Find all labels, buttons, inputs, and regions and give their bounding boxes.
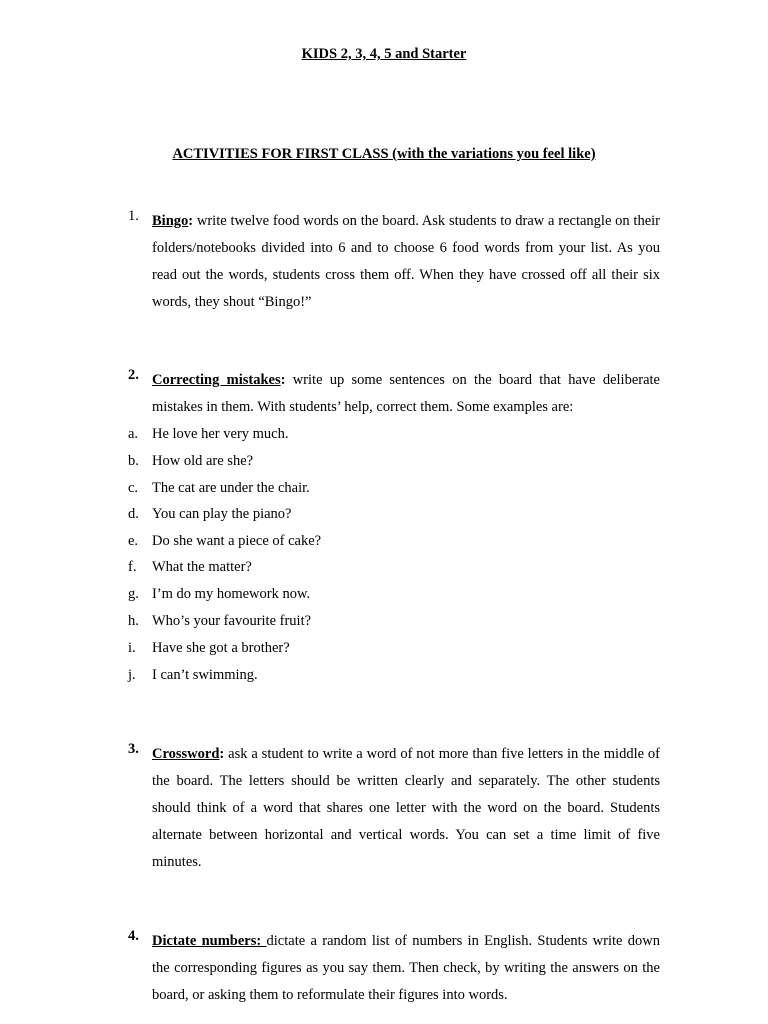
example-text: The cat are under the chair.: [152, 480, 310, 496]
example-item: [128, 635, 660, 662]
activity-number: 1.: [128, 208, 139, 224]
example-item: [128, 475, 660, 502]
activity-text: dictate a random list of numbers in English. Students write down the corresponding figures as you say them. Then check, by writing the answers on the board, or asking them to reformulate their figures into words.: [152, 933, 660, 1003]
activity-colon: :: [188, 213, 194, 229]
activity-text: write twelve food words on the board. Ask students to draw a rectangle on their folders/notebooks divided into 6 and to choose 6 food words from your list. As you read out the words, students cross them off. When they have crossed off all their six words, they shout “Bingo!”: [152, 213, 660, 310]
example-item: [128, 448, 660, 475]
activity-item-crossword: [128, 741, 660, 876]
example-letter: i.: [128, 640, 136, 656]
example-item: [128, 608, 660, 635]
activity-colon: :: [280, 372, 286, 388]
activity-term: Correcting mistakes: [152, 372, 281, 388]
activity-item-correcting-mistakes: [128, 367, 660, 421]
document-subtitle: ACTIVITIES FOR FIRST CLASS (with the variations you feel like): [172, 146, 596, 162]
activity-number: 4.: [128, 928, 139, 944]
example-letter: j.: [128, 667, 136, 683]
example-item: [128, 421, 660, 448]
example-text: He love her very much.: [152, 426, 289, 442]
activity-item-dictate-numbers: [128, 928, 660, 1009]
example-letter: g.: [128, 586, 139, 602]
example-letter: e.: [128, 533, 139, 549]
activity-item-bingo: [128, 208, 660, 316]
activity-body: [152, 208, 660, 316]
document-title: KIDS 2, 3, 4, 5 and Starter: [301, 46, 467, 62]
activity-term: Bingo: [152, 213, 189, 229]
example-letter: a.: [128, 426, 139, 442]
example-text: Have she got a brother?: [152, 640, 290, 656]
example-text: I’m do my homework now.: [152, 586, 311, 602]
activity-body: [152, 928, 660, 1009]
activity-colon: :: [219, 746, 225, 762]
example-letter: d.: [128, 506, 139, 522]
example-text: You can play the piano?: [152, 506, 292, 522]
example-text: Who’s your favourite fruit?: [152, 613, 312, 629]
example-letter: h.: [128, 613, 139, 629]
example-item: [128, 581, 660, 608]
example-letter: f.: [128, 559, 137, 575]
activity-text: write up some sentences on the board that have deliberate mistakes in them. With students’ help, correct them. Some examples are:: [152, 372, 660, 415]
activity-text: ask a student to write a word of not more than five letters in the middle of the board. The letters should be written clearly and separately. The other students should think of a word that shares one letter with the word on the board. Students alternate between horizontal and vertical words. You can set a time limit of five minutes.: [152, 746, 660, 870]
activity-body: [152, 367, 660, 421]
activity-term: Dictate numbers:: [152, 933, 267, 949]
activity-number: 2.: [128, 367, 139, 383]
example-text: How old are she?: [152, 453, 254, 469]
example-letter: c.: [128, 480, 139, 496]
example-item: [128, 662, 660, 689]
activity-number: 3.: [128, 741, 139, 757]
example-text: What the matter?: [152, 559, 252, 575]
example-text: Do she want a piece of cake?: [152, 533, 322, 549]
example-item: [128, 554, 660, 581]
example-text: I can’t swimming.: [152, 667, 258, 683]
example-letter: b.: [128, 453, 139, 469]
example-item: [128, 501, 660, 528]
example-item: [128, 528, 660, 555]
activity-body: [152, 741, 660, 876]
activity-term: Crossword: [152, 746, 220, 762]
